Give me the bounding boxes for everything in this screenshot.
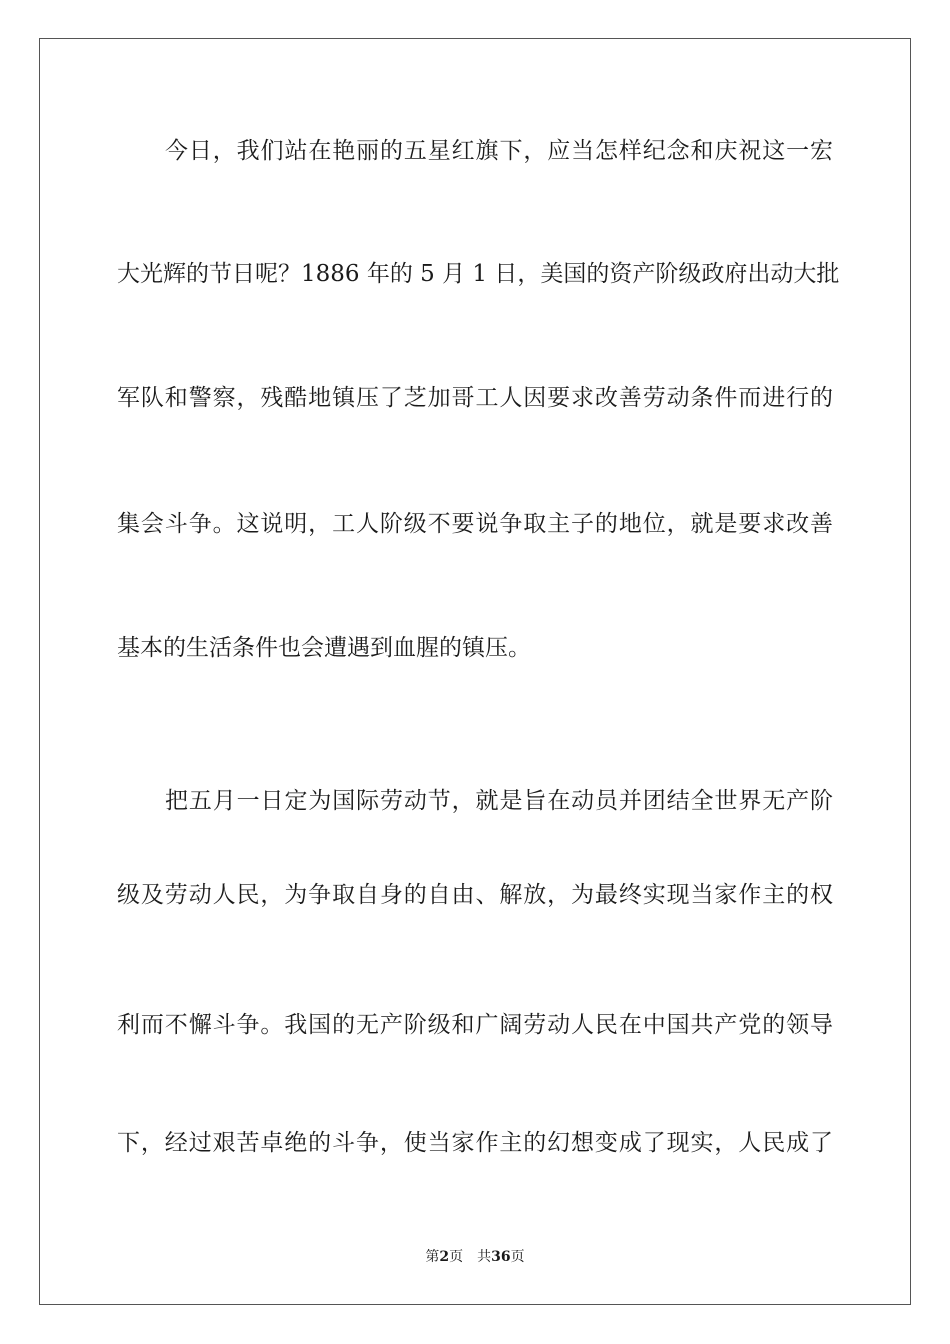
page-footer xyxy=(0,1248,950,1266)
footer-total-prefix: 共 xyxy=(477,1249,492,1265)
footer-total-pages: 36 xyxy=(491,1249,511,1265)
paragraph-2-line-3: 利而不懈斗争。我国的无产阶级和广阔劳动人民在中国共产党的领导 xyxy=(117,1012,833,1038)
paragraph-2-line-2: 级及劳动人民，为争取自身的自由、解放，为最终实现当家作主的权 xyxy=(117,882,833,908)
footer-total-suffix: 页 xyxy=(510,1249,525,1265)
paragraph-1-line-5: 基本的生活条件也会遭遇到血腥的镇压。 xyxy=(117,635,531,661)
footer-page-suffix: 页 xyxy=(449,1249,464,1265)
page-border xyxy=(39,38,911,1305)
paragraph-1-line-3: 军队和警察，残酷地镇压了芝加哥工人因要求改善劳动条件而进行的 xyxy=(117,385,833,411)
paragraph-1-line-1: 今日，我们站在艳丽的五星红旗下，应当怎样纪念和庆祝这一宏 xyxy=(165,138,833,164)
footer-page-prefix: 第 xyxy=(425,1249,440,1265)
footer-page-number: 2 xyxy=(439,1249,450,1265)
paragraph-2-line-4: 下，经过艰苦卓绝的斗争，使当家作主的幻想变成了现实，人民成了 xyxy=(117,1130,833,1156)
paragraph-2-line-1: 把五月一日定为国际劳动节，就是旨在动员并团结全世界无产阶 xyxy=(165,788,833,814)
paragraph-1-line-2: 大光辉的节日呢？1886 年的 5 月 1 日，美国的资产阶级政府出动大批 xyxy=(117,261,840,287)
paragraph-1-line-4: 集会斗争。这说明，工人阶级不要说争取主子的地位，就是要求改善 xyxy=(117,511,833,537)
